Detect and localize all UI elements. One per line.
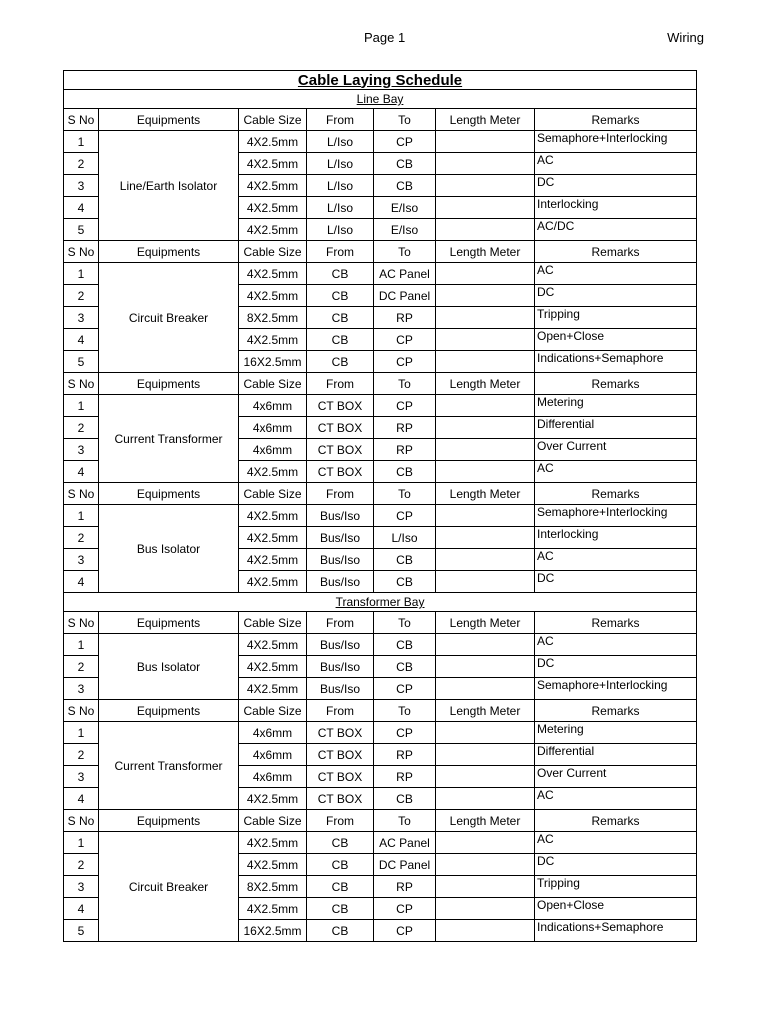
cell-to: L/Iso bbox=[374, 527, 436, 549]
cell-sno: 1 bbox=[64, 263, 99, 285]
cell-equipment: Circuit Breaker bbox=[99, 832, 239, 942]
col-sno-header: S No bbox=[64, 700, 99, 722]
cell-cable-size: 4X2.5mm bbox=[239, 788, 307, 810]
cell-from: CB bbox=[307, 351, 374, 373]
cell-length bbox=[436, 219, 535, 241]
cell-length bbox=[436, 285, 535, 307]
column-header-row bbox=[64, 373, 697, 395]
cell-sno: 2 bbox=[64, 527, 99, 549]
cell-remarks: AC bbox=[535, 832, 697, 854]
cell-from: L/Iso bbox=[307, 153, 374, 175]
cell-to: CB bbox=[374, 461, 436, 483]
col-cable-size-header: Cable Size bbox=[239, 241, 307, 263]
col-to-header: To bbox=[374, 612, 436, 634]
cell-length bbox=[436, 549, 535, 571]
cell-cable-size: 4X2.5mm bbox=[239, 153, 307, 175]
cell-cable-size: 4X2.5mm bbox=[239, 678, 307, 700]
col-to-header: To bbox=[374, 483, 436, 505]
col-sno-header: S No bbox=[64, 373, 99, 395]
cell-sno: 5 bbox=[64, 920, 99, 942]
cell-remarks: Tripping bbox=[535, 307, 697, 329]
cell-length bbox=[436, 722, 535, 744]
column-header-row bbox=[64, 612, 697, 634]
col-to-header: To bbox=[374, 810, 436, 832]
cell-remarks: Semaphore+Interlocking bbox=[535, 131, 697, 153]
cell-to: RP bbox=[374, 876, 436, 898]
cell-sno: 2 bbox=[64, 854, 99, 876]
column-header-row bbox=[64, 241, 697, 263]
cell-remarks: Over Current bbox=[535, 439, 697, 461]
cell-cable-size: 4x6mm bbox=[239, 766, 307, 788]
col-length-header: Length Meter bbox=[436, 109, 535, 131]
cell-length bbox=[436, 898, 535, 920]
cell-remarks: Open+Close bbox=[535, 898, 697, 920]
cell-length bbox=[436, 175, 535, 197]
col-length-header: Length Meter bbox=[436, 810, 535, 832]
table-row bbox=[64, 722, 697, 744]
cell-from: Bus/Iso bbox=[307, 571, 374, 593]
cell-from: L/Iso bbox=[307, 131, 374, 153]
cell-remarks: AC bbox=[535, 788, 697, 810]
cell-to: CP bbox=[374, 395, 436, 417]
bay-header-row bbox=[64, 90, 697, 109]
cell-cable-size: 4X2.5mm bbox=[239, 505, 307, 527]
cell-length bbox=[436, 744, 535, 766]
cell-remarks: AC/DC bbox=[535, 219, 697, 241]
col-to-header: To bbox=[374, 373, 436, 395]
cell-sno: 5 bbox=[64, 219, 99, 241]
column-header-row bbox=[64, 810, 697, 832]
cell-to: DC Panel bbox=[374, 854, 436, 876]
cell-length bbox=[436, 153, 535, 175]
cell-cable-size: 4x6mm bbox=[239, 439, 307, 461]
cell-remarks: DC bbox=[535, 854, 697, 876]
cell-sno: 4 bbox=[64, 898, 99, 920]
cell-to: RP bbox=[374, 417, 436, 439]
cell-from: CB bbox=[307, 285, 374, 307]
cell-from: CT BOX bbox=[307, 788, 374, 810]
cell-sno: 4 bbox=[64, 571, 99, 593]
cell-from: Bus/Iso bbox=[307, 634, 374, 656]
cell-to: CB bbox=[374, 656, 436, 678]
section-label: Wiring bbox=[667, 30, 704, 45]
cell-to: CP bbox=[374, 329, 436, 351]
cell-remarks: AC bbox=[535, 153, 697, 175]
cell-remarks: Tripping bbox=[535, 876, 697, 898]
cell-sno: 1 bbox=[64, 832, 99, 854]
cell-cable-size: 4X2.5mm bbox=[239, 898, 307, 920]
cell-sno: 1 bbox=[64, 395, 99, 417]
cell-to: RP bbox=[374, 307, 436, 329]
cell-remarks: DC bbox=[535, 285, 697, 307]
col-cable-size-header: Cable Size bbox=[239, 612, 307, 634]
cell-from: Bus/Iso bbox=[307, 549, 374, 571]
cable-laying-schedule-table bbox=[63, 70, 697, 942]
cell-from: L/Iso bbox=[307, 219, 374, 241]
cell-from: Bus/Iso bbox=[307, 505, 374, 527]
col-remarks-header: Remarks bbox=[535, 810, 697, 832]
col-from-header: From bbox=[307, 612, 374, 634]
cell-from: L/Iso bbox=[307, 197, 374, 219]
col-remarks-header: Remarks bbox=[535, 483, 697, 505]
cell-length bbox=[436, 832, 535, 854]
cell-to: E/Iso bbox=[374, 219, 436, 241]
table-row bbox=[64, 395, 697, 417]
cell-length bbox=[436, 634, 535, 656]
col-equipments-header: Equipments bbox=[99, 700, 239, 722]
cell-to: RP bbox=[374, 744, 436, 766]
cell-cable-size: 4x6mm bbox=[239, 395, 307, 417]
cell-from: CT BOX bbox=[307, 766, 374, 788]
col-from-header: From bbox=[307, 373, 374, 395]
cell-cable-size: 8X2.5mm bbox=[239, 876, 307, 898]
bay-title: Transformer Bay bbox=[64, 593, 697, 612]
col-remarks-header: Remarks bbox=[535, 700, 697, 722]
col-cable-size-header: Cable Size bbox=[239, 109, 307, 131]
cell-to: CB bbox=[374, 153, 436, 175]
cell-length bbox=[436, 854, 535, 876]
cell-from: CT BOX bbox=[307, 439, 374, 461]
table-row bbox=[64, 263, 697, 285]
cell-cable-size: 4X2.5mm bbox=[239, 634, 307, 656]
cell-length bbox=[436, 439, 535, 461]
col-from-header: From bbox=[307, 700, 374, 722]
bay-header-row bbox=[64, 593, 697, 612]
cell-to: E/Iso bbox=[374, 197, 436, 219]
cell-remarks: Semaphore+Interlocking bbox=[535, 678, 697, 700]
cell-cable-size: 4X2.5mm bbox=[239, 549, 307, 571]
cell-length bbox=[436, 131, 535, 153]
col-remarks-header: Remarks bbox=[535, 612, 697, 634]
cell-to: CP bbox=[374, 920, 436, 942]
cell-sno: 3 bbox=[64, 549, 99, 571]
cell-to: CP bbox=[374, 505, 436, 527]
cell-from: CT BOX bbox=[307, 722, 374, 744]
cell-remarks: Over Current bbox=[535, 766, 697, 788]
schedule-title: Cable Laying Schedule bbox=[64, 71, 697, 90]
bay-title: Line Bay bbox=[64, 90, 697, 109]
col-remarks-header: Remarks bbox=[535, 241, 697, 263]
cell-remarks: DC bbox=[535, 571, 697, 593]
cell-length bbox=[436, 766, 535, 788]
col-equipments-header: Equipments bbox=[99, 241, 239, 263]
cell-length bbox=[436, 329, 535, 351]
cell-cable-size: 16X2.5mm bbox=[239, 351, 307, 373]
cell-remarks: Differential bbox=[535, 417, 697, 439]
cell-cable-size: 4X2.5mm bbox=[239, 832, 307, 854]
col-cable-size-header: Cable Size bbox=[239, 483, 307, 505]
cell-sno: 3 bbox=[64, 439, 99, 461]
cell-to: CP bbox=[374, 678, 436, 700]
col-equipments-header: Equipments bbox=[99, 109, 239, 131]
cell-sno: 2 bbox=[64, 153, 99, 175]
cell-from: CT BOX bbox=[307, 461, 374, 483]
cell-equipment: Current Transformer bbox=[99, 395, 239, 483]
cell-from: CT BOX bbox=[307, 417, 374, 439]
col-cable-size-header: Cable Size bbox=[239, 700, 307, 722]
col-from-header: From bbox=[307, 109, 374, 131]
cell-sno: 2 bbox=[64, 285, 99, 307]
cell-to: CP bbox=[374, 131, 436, 153]
cell-to: CB bbox=[374, 175, 436, 197]
col-cable-size-header: Cable Size bbox=[239, 810, 307, 832]
cell-remarks: Indications+Semaphore bbox=[535, 351, 697, 373]
cell-length bbox=[436, 505, 535, 527]
cell-cable-size: 8X2.5mm bbox=[239, 307, 307, 329]
cell-remarks: AC bbox=[535, 461, 697, 483]
cell-remarks: AC bbox=[535, 634, 697, 656]
cell-to: AC Panel bbox=[374, 832, 436, 854]
col-length-header: Length Meter bbox=[436, 612, 535, 634]
cell-length bbox=[436, 307, 535, 329]
cell-length bbox=[436, 788, 535, 810]
cell-sno: 1 bbox=[64, 634, 99, 656]
col-remarks-header: Remarks bbox=[535, 373, 697, 395]
col-to-header: To bbox=[374, 700, 436, 722]
cell-to: DC Panel bbox=[374, 285, 436, 307]
cell-remarks: Differential bbox=[535, 744, 697, 766]
cell-length bbox=[436, 876, 535, 898]
cell-length bbox=[436, 351, 535, 373]
cell-remarks: Interlocking bbox=[535, 527, 697, 549]
col-sno-header: S No bbox=[64, 241, 99, 263]
col-to-header: To bbox=[374, 109, 436, 131]
cell-length bbox=[436, 417, 535, 439]
cell-cable-size: 4x6mm bbox=[239, 722, 307, 744]
cell-from: Bus/Iso bbox=[307, 678, 374, 700]
cell-sno: 1 bbox=[64, 722, 99, 744]
col-sno-header: S No bbox=[64, 483, 99, 505]
cell-cable-size: 4X2.5mm bbox=[239, 197, 307, 219]
col-length-header: Length Meter bbox=[436, 700, 535, 722]
cell-length bbox=[436, 571, 535, 593]
cell-to: CP bbox=[374, 898, 436, 920]
cell-sno: 3 bbox=[64, 175, 99, 197]
col-equipments-header: Equipments bbox=[99, 810, 239, 832]
cell-from: L/Iso bbox=[307, 175, 374, 197]
cell-equipment: Line/Earth Isolator bbox=[99, 131, 239, 241]
cell-from: CB bbox=[307, 898, 374, 920]
cell-from: Bus/Iso bbox=[307, 527, 374, 549]
cell-remarks: Metering bbox=[535, 395, 697, 417]
col-length-header: Length Meter bbox=[436, 373, 535, 395]
column-header-row bbox=[64, 109, 697, 131]
cell-equipment: Current Transformer bbox=[99, 722, 239, 810]
cell-remarks: Indications+Semaphore bbox=[535, 920, 697, 942]
cell-sno: 1 bbox=[64, 505, 99, 527]
cell-to: RP bbox=[374, 439, 436, 461]
cell-cable-size: 4x6mm bbox=[239, 744, 307, 766]
cell-to: CP bbox=[374, 722, 436, 744]
col-from-header: From bbox=[307, 483, 374, 505]
col-sno-header: S No bbox=[64, 109, 99, 131]
cell-cable-size: 4X2.5mm bbox=[239, 219, 307, 241]
cell-sno: 4 bbox=[64, 197, 99, 219]
cell-from: CB bbox=[307, 832, 374, 854]
cell-from: CB bbox=[307, 329, 374, 351]
cell-length bbox=[436, 461, 535, 483]
cell-sno: 2 bbox=[64, 744, 99, 766]
cell-to: CB bbox=[374, 634, 436, 656]
cell-to: AC Panel bbox=[374, 263, 436, 285]
cell-from: Bus/Iso bbox=[307, 656, 374, 678]
cell-sno: 3 bbox=[64, 766, 99, 788]
cell-length bbox=[436, 197, 535, 219]
table-row bbox=[64, 634, 697, 656]
cell-from: CB bbox=[307, 876, 374, 898]
col-equipments-header: Equipments bbox=[99, 483, 239, 505]
cell-to: CB bbox=[374, 788, 436, 810]
col-from-header: From bbox=[307, 241, 374, 263]
cell-from: CB bbox=[307, 854, 374, 876]
cell-sno: 2 bbox=[64, 656, 99, 678]
cell-length bbox=[436, 678, 535, 700]
cell-cable-size: 4X2.5mm bbox=[239, 263, 307, 285]
cell-cable-size: 4X2.5mm bbox=[239, 527, 307, 549]
cell-sno: 5 bbox=[64, 351, 99, 373]
cell-sno: 2 bbox=[64, 417, 99, 439]
col-equipments-header: Equipments bbox=[99, 612, 239, 634]
cell-sno: 4 bbox=[64, 461, 99, 483]
col-to-header: To bbox=[374, 241, 436, 263]
cell-length bbox=[436, 920, 535, 942]
cell-length bbox=[436, 656, 535, 678]
cell-cable-size: 4X2.5mm bbox=[239, 175, 307, 197]
cell-remarks: Open+Close bbox=[535, 329, 697, 351]
cell-cable-size: 16X2.5mm bbox=[239, 920, 307, 942]
cell-sno: 4 bbox=[64, 329, 99, 351]
cell-cable-size: 4X2.5mm bbox=[239, 461, 307, 483]
cell-sno: 4 bbox=[64, 788, 99, 810]
cell-remarks: DC bbox=[535, 656, 697, 678]
cell-to: CB bbox=[374, 571, 436, 593]
cell-cable-size: 4X2.5mm bbox=[239, 285, 307, 307]
cell-cable-size: 4X2.5mm bbox=[239, 131, 307, 153]
cell-remarks: DC bbox=[535, 175, 697, 197]
cell-remarks: AC bbox=[535, 549, 697, 571]
cell-length bbox=[436, 263, 535, 285]
cell-remarks: Metering bbox=[535, 722, 697, 744]
col-length-header: Length Meter bbox=[436, 483, 535, 505]
page-number: Page 1 bbox=[364, 30, 406, 45]
cell-equipment: Bus Isolator bbox=[99, 505, 239, 593]
cell-remarks: Interlocking bbox=[535, 197, 697, 219]
col-sno-header: S No bbox=[64, 612, 99, 634]
cell-cable-size: 4X2.5mm bbox=[239, 329, 307, 351]
cell-length bbox=[436, 395, 535, 417]
table-row bbox=[64, 505, 697, 527]
cell-sno: 3 bbox=[64, 678, 99, 700]
cell-from: CB bbox=[307, 920, 374, 942]
table-row bbox=[64, 832, 697, 854]
cell-cable-size: 4X2.5mm bbox=[239, 656, 307, 678]
col-remarks-header: Remarks bbox=[535, 109, 697, 131]
cell-cable-size: 4x6mm bbox=[239, 417, 307, 439]
cell-remarks: AC bbox=[535, 263, 697, 285]
cell-sno: 3 bbox=[64, 876, 99, 898]
cell-from: CB bbox=[307, 263, 374, 285]
cell-length bbox=[436, 527, 535, 549]
cell-sno: 3 bbox=[64, 307, 99, 329]
cell-from: CB bbox=[307, 307, 374, 329]
cell-from: CT BOX bbox=[307, 744, 374, 766]
col-cable-size-header: Cable Size bbox=[239, 373, 307, 395]
col-length-header: Length Meter bbox=[436, 241, 535, 263]
col-sno-header: S No bbox=[64, 810, 99, 832]
col-from-header: From bbox=[307, 810, 374, 832]
cell-sno: 1 bbox=[64, 131, 99, 153]
column-header-row bbox=[64, 700, 697, 722]
cell-to: CB bbox=[374, 549, 436, 571]
table-row bbox=[64, 131, 697, 153]
cell-cable-size: 4X2.5mm bbox=[239, 571, 307, 593]
cell-to: CP bbox=[374, 351, 436, 373]
cell-equipment: Bus Isolator bbox=[99, 634, 239, 700]
column-header-row bbox=[64, 483, 697, 505]
cell-to: RP bbox=[374, 766, 436, 788]
cell-from: CT BOX bbox=[307, 395, 374, 417]
cell-equipment: Circuit Breaker bbox=[99, 263, 239, 373]
cell-remarks: Semaphore+Interlocking bbox=[535, 505, 697, 527]
col-equipments-header: Equipments bbox=[99, 373, 239, 395]
cell-cable-size: 4X2.5mm bbox=[239, 854, 307, 876]
